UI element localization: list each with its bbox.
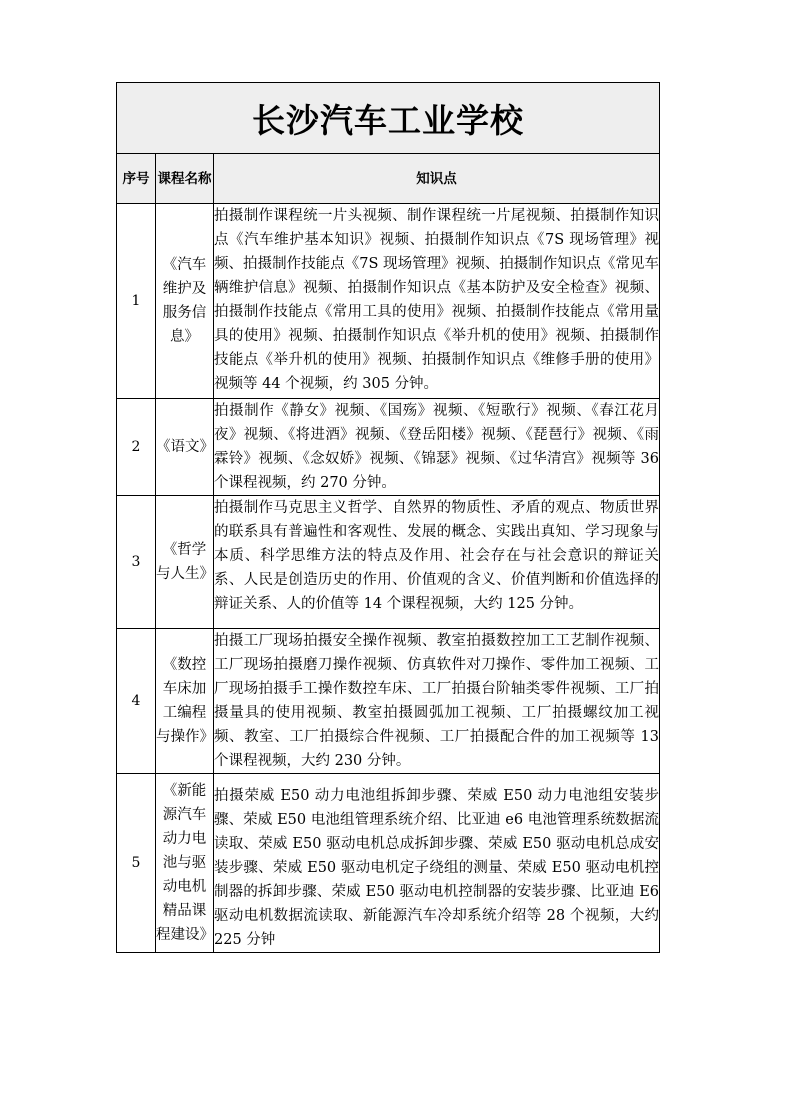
knowledge-points: 拍摄荣威 E50 动力电池组拆卸步骤、荣威 E50 动力电池组安装步骤、荣威 E50 电池组管理系统介绍、比亚迪 e6 电池管理系统数据流读取、荣威 E50 驱动电机总成拆卸步骤、荣威 E50 驱动电机总成安装步骤、荣威 E50 驱动电机定子绕组的测量、荣威 E50 驱动电机控制器的拆卸步骤、荣威 E50 驱动电机控制器的安装步骤、比亚迪 E6 驱动电机数据流读取、新能源汽车冷却系统介绍等 28 个视频，大约 225 分钟 <box>214 774 660 953</box>
course-name: 《语文》 <box>156 399 214 496</box>
course-table <box>116 82 660 953</box>
knowledge-points: 拍摄制作《静女》视频、《国殇》视频、《短歌行》视频、《春江花月夜》视频、《将进酒》视频、《登岳阳楼》视频、《琵琶行》视频、《雨霖铃》视频、《念奴娇》视频、《锦瑟》视频、《过华清宫》视频等 36 个课程视频，约 270 分钟。 <box>214 399 660 496</box>
knowledge-points: 拍摄工厂现场拍摄安全操作视频、教室拍摄数控加工工艺制作视频、工厂现场拍摄磨刀操作视频、仿真软件对刀操作、零件加工视频、工厂现场拍摄手工操作数控车床、工厂拍摄台阶轴类零件视频、工厂拍摄量具的使用视频、教室拍摄圆弧加工视频、工厂拍摄螺纹加工视频、教室、工厂拍摄综合件视频、工厂拍摄配合件的加工视频等 13 个课程视频，大约 230 分钟。 <box>214 629 660 774</box>
course-name: 《数控车床加工编程与操作》 <box>156 629 214 774</box>
knowledge-points: 拍摄制作课程统一片头视频、制作课程统一片尾视频、拍摄制作知识点《汽车维护基本知识》视频、拍摄制作知识点《7S 现场管理》视频、拍摄制作技能点《7S 现场管理》视频、拍摄制作知识点《常见车辆维护信息》视频、拍摄制作知识点《基本防护及安全检查》视频、拍摄制作技能点《常用工具的使用》视频、拍摄制作技能点《常用量具的使用》视频、拍摄制作知识点《举升机的使用》视频、拍摄制作技能点《举升机的使用》视频、拍摄制作知识点《维修手册的使用》视频等 44 个视频，约 305 分钟。 <box>214 204 660 399</box>
table-row <box>117 204 660 399</box>
table-row <box>117 496 660 629</box>
knowledge-points: 拍摄制作马克思主义哲学、自然界的物质性、矛盾的观点、物质世界的联系具有普遍性和客观性、发展的概念、实践出真知、学习现象与本质、科学思维方法的特点及作用、社会存在与社会意识的辩证关系、人民是创造历史的作用、价值观的含义、价值判断和价值选择的辩证关系、人的价值等 14 个课程视频，大约 125 分钟。 <box>214 496 660 629</box>
course-name: 《新能源汽车动力电池与驱动电机精品课程建设》 <box>156 774 214 953</box>
title-row <box>117 83 660 154</box>
row-number: 2 <box>117 399 156 496</box>
course-name: 《汽车维护及服务信息》 <box>156 204 214 399</box>
table-row <box>117 629 660 774</box>
header-no: 序号 <box>117 154 156 204</box>
row-number: 5 <box>117 774 156 953</box>
document-title: 长沙汽车工业学校 <box>117 83 660 154</box>
header-row <box>117 154 660 204</box>
course-name: 《哲学与人生》 <box>156 496 214 629</box>
table-row <box>117 774 660 953</box>
row-number: 1 <box>117 204 156 399</box>
header-course-name: 课程名称 <box>156 154 214 204</box>
table-row <box>117 399 660 496</box>
row-number: 3 <box>117 496 156 629</box>
header-knowledge: 知识点 <box>214 154 660 204</box>
row-number: 4 <box>117 629 156 774</box>
